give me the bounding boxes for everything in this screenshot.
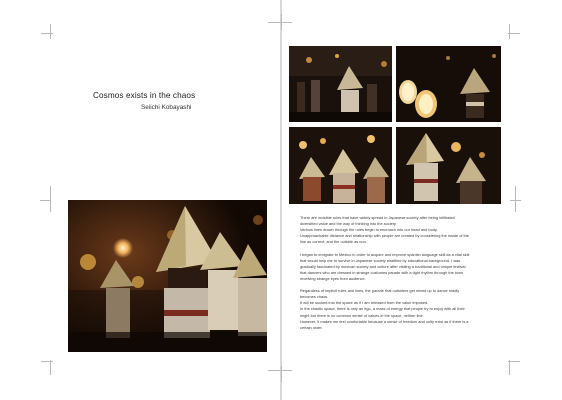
text-line: Various lines drawn through the rules begin to encroach into our head and body. [300, 227, 438, 233]
text-line: However, it makes me feel comfortable because a sense of freedom and unity exist as if there is a [300, 318, 469, 324]
crop-mark [281, 14, 282, 30]
crop-mark [41, 33, 53, 34]
text-line: I began to emigrate to Mexico in order to acquire and improve spanish language skill as a vital skill [300, 251, 470, 257]
crop-mark [41, 361, 53, 362]
photo-grid-dancer-hat [396, 127, 501, 204]
photo-large-festival [68, 200, 267, 352]
text-line: might but there is no common sense of values in the space, neither line. [300, 312, 424, 318]
crop-mark [509, 360, 510, 375]
text-line: certain order. [300, 324, 323, 330]
document-title: Cosmos exists in the chaos [93, 91, 196, 100]
text-line: Regardless of implicit rules and lines, the parade that outsiders get mixed up to dance madly [300, 288, 460, 294]
crop-mark [508, 361, 520, 362]
body-paragraph [300, 215, 506, 245]
text-line: that dancers who are dressed in strange costumes parade with a tight rhythm through the town [300, 269, 464, 275]
crop-mark [50, 186, 51, 212]
body-text [300, 215, 506, 337]
book-spine [280, 0, 282, 400]
text-line: receiving strange eyes from audience. [300, 275, 366, 281]
photo-grid-parade-crowd [289, 46, 392, 122]
body-paragraph [300, 252, 506, 282]
crop-mark [509, 24, 510, 39]
crop-mark [50, 24, 51, 39]
crop-mark [268, 22, 292, 23]
crop-mark [281, 366, 282, 382]
text-line: diversified value and the way of thinking into the society. [300, 221, 397, 227]
text-line: There are invisible rules that have widely spread in Japanese society after being infiltrated [300, 215, 455, 220]
crop-mark [508, 33, 520, 34]
crop-mark [50, 360, 51, 375]
text-line: gradually fascinated by mexican society and culture after visiting a traditional and unique festival [300, 263, 466, 269]
photo-grid-lanterns [396, 46, 501, 122]
text-line: becomes chaos. [300, 294, 329, 300]
photo-grid-dancers-lanterns [289, 127, 392, 204]
text-line: line as correct, and the outside as non. [300, 239, 367, 245]
body-paragraph [300, 288, 506, 331]
text-line: that would help me to survive in Japanese society stratified by educational background. I was [300, 257, 461, 263]
text-line: In the chaotic space, there is only an ego, a mass of energy that people try to enjoy with all their [300, 306, 465, 312]
text-line: It will be sucked into the space as if I am released from the value imposed. [300, 300, 429, 306]
author-name: Seiichi Kobayashi [141, 104, 192, 111]
crop-mark [515, 186, 516, 212]
crop-mark [268, 370, 292, 371]
text-line: Unapproachable distance and relationship with people are created by considering the inside of the [300, 233, 469, 239]
